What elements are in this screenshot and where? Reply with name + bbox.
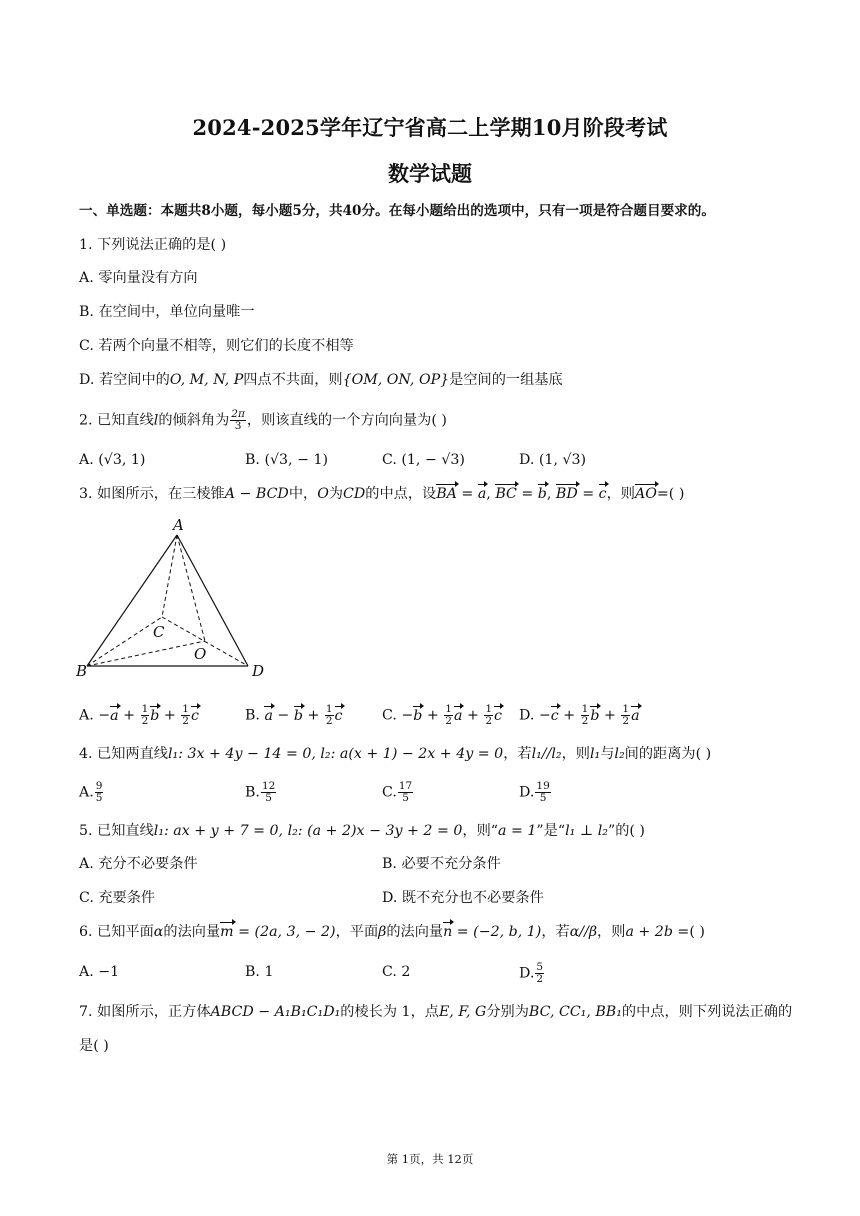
tetrahedron-figure: [76, 516, 272, 682]
q5-stem: [79, 821, 645, 841]
q6-m-value: = (2a, 3, − 2): [233, 924, 336, 940]
q2-stem-post: ，则该直线的一个方向向量为( ): [246, 412, 447, 429]
q5-stem-mid: ，则“: [462, 823, 499, 839]
q4-stem-mid3: 与: [600, 746, 615, 762]
edge-bc: [87, 617, 162, 666]
q3-option-c: C. −b + $\frac{1}{2}$ a + $\frac{1}{2}$ c: [382, 703, 502, 727]
q4-a-num: 9: [95, 780, 103, 792]
label-d: D: [252, 662, 265, 680]
q4-lines: l₁: 3x + 4y − 14 = 0, l₂: a(x + 1) − 2x + 4y = 0: [167, 746, 504, 762]
q3-stem-mid2: 为: [328, 486, 344, 502]
q1-option-c: C. 若两个向量不相等，则它们的长度不相等: [79, 338, 354, 354]
q4-b-label: B.: [245, 784, 260, 801]
q2-option-b: B. (√3, − 1): [245, 452, 329, 468]
q4-stem-post: 间的距离为( ): [624, 746, 712, 762]
q6-stem-pre: 6. 已知平面: [79, 924, 154, 940]
q7-stem-post: 的中点，则下列说法正确的: [621, 1004, 793, 1020]
q1-option-a: A. 零向量没有方向: [79, 270, 198, 286]
q3-point-o: O: [317, 486, 329, 502]
q4-parallel: l₁//l₂: [531, 746, 562, 762]
q2-stem-pre: 2. 已知直线: [79, 412, 154, 429]
q3-stem: 3. 如图所示，在三棱锥A − BCD中，O为CD的中点，设BA = a, BC = b, BD = c，则AO=( ): [79, 486, 685, 502]
q2-option-d: D. (1, √3): [519, 452, 587, 468]
q4-c-label: C.: [382, 784, 397, 801]
q2-angle-fraction: [230, 409, 246, 432]
q4-a-den: 5: [95, 792, 103, 804]
exam-title: 2024-2025学年辽宁省高二上学期10月阶段考试: [192, 115, 668, 140]
q5-stem-mid2: ”是“: [536, 823, 566, 839]
q6-option-c: C. 2: [382, 964, 411, 980]
q1-d-set: {OM, ON, OP}: [342, 372, 450, 388]
q1-d-mid: 四点不共面，则: [243, 372, 343, 388]
q6-vector-n: n: [443, 924, 453, 940]
q6-stem-mid4: ，若: [541, 924, 570, 940]
q4-option-c: [382, 781, 414, 804]
q6-stem-mid5: ，则: [597, 924, 626, 940]
q4-l2: l₂: [614, 746, 625, 762]
section-heading: 一、单选题：本题共8小题，每小题5分，共40分。在每小题给出的选项中，只有一项是符合题目要求的。: [79, 203, 715, 219]
q4-option-a: [79, 781, 104, 804]
label-a: A: [173, 516, 184, 534]
label-c: C: [153, 623, 165, 641]
q6-n-value: = (−2, b, 1): [452, 924, 542, 940]
q4-option-b: [245, 781, 277, 804]
q6-parallel: α//β: [569, 924, 598, 940]
label-o: O: [194, 645, 207, 663]
q4-stem-mid2: ，则: [561, 746, 590, 762]
q3-stem-post: =( ): [656, 486, 685, 502]
q1-d-post: 是空间的一组基底: [449, 372, 563, 388]
q6-d-label: D.: [519, 965, 535, 982]
q3-vector-bc: BC: [495, 486, 517, 502]
q6-vector-m: m: [220, 924, 234, 940]
q4-d-label: D.: [519, 784, 535, 801]
q7-points: E, F, G: [438, 1004, 487, 1020]
q5-stem-post: ”的( ): [607, 823, 645, 839]
exam-subtitle: 数学试题: [388, 161, 472, 186]
q3-option-a: A. −a + $\frac{1}{2}$ b + $\frac{1}{2}$ c: [79, 703, 199, 727]
q4-stem-pre: 4. 已知两直线: [79, 746, 168, 762]
q5-lines: l₁: ax + y + 7 = 0, l₂: (a + 2)x − 3y + 2 = 0: [153, 823, 463, 839]
q6-stem: [79, 922, 705, 942]
q4-d-den: 5: [539, 792, 547, 804]
q4-c-num: 17: [398, 780, 413, 792]
q3-stem-pre: 3. 如图所示，在三棱锥: [79, 486, 225, 502]
q5-option-c: C. 充要条件: [79, 890, 156, 906]
q6-stem-mid3: 的法向量: [386, 924, 444, 940]
q5-option-d: D. 既不充分也不必要条件: [382, 890, 544, 906]
q5-option-b: B. 必要不充分条件: [382, 856, 501, 872]
q6-expr: a + 2b: [625, 924, 673, 940]
q6-stem-post: =( ): [672, 924, 705, 940]
q4-l1: l₁: [589, 746, 601, 762]
q7-segments: BC, CC₁, BB₁: [528, 1004, 622, 1020]
q4-stem-mid: ，若: [503, 746, 532, 762]
q6-stem-mid: 的法向量: [163, 924, 221, 940]
q1-d-pre: D. 若空间中的: [79, 372, 170, 388]
q7-stem-line1: [79, 1002, 792, 1022]
q3-tetrahedron: A − BCD: [224, 486, 289, 502]
q4-c-den: 5: [402, 792, 409, 804]
q6-stem-mid2: ，平面: [335, 924, 379, 940]
q4-d-num: 19: [536, 780, 550, 792]
q4-stem: [79, 744, 711, 764]
q5-cond1: a = 1: [498, 823, 537, 839]
label-b: B: [76, 662, 88, 680]
q2-option-a: A. (√3, 1): [79, 452, 146, 468]
q7-stem-line2: 是( ): [79, 1038, 109, 1054]
q2-stem-mid: 的倾斜角为: [158, 412, 230, 429]
q4-a-label: A.: [79, 784, 94, 801]
q4-b-den: 5: [265, 792, 272, 804]
q3-stem-mid3: 的中点，设: [365, 486, 437, 502]
q6-beta: β: [378, 924, 387, 940]
edge-ac: [162, 535, 177, 617]
q2-angle-num: 2π: [231, 408, 245, 420]
tetrahedron-diagram: [76, 516, 272, 682]
q3-stem-mid1: 中，: [288, 486, 318, 502]
q6-d-num: 5: [536, 961, 544, 973]
q2-stem: [79, 409, 447, 432]
q7-cube: ABCD − A₁B₁C₁D₁: [210, 1004, 341, 1020]
q2-option-c: C. (1, − √3): [382, 452, 465, 468]
q6-option-b: B. 1: [245, 964, 274, 980]
q4-b-num: 12: [261, 780, 276, 792]
q7-stem-mid2: 分别为: [486, 1004, 529, 1020]
q2-line-l: l: [153, 412, 159, 429]
q3-option-d: D. −c + $\frac{1}{2}$ b + $\frac{1}{2}$ a: [519, 703, 640, 727]
q3-b-label: B.: [245, 707, 260, 724]
edge-ab: [87, 535, 177, 666]
q3-vector-bd: BD: [555, 486, 578, 502]
page-footer: 第 1页，共 12页: [386, 1152, 474, 1166]
q3-d-label: D.: [519, 707, 535, 724]
q3-c-label: C.: [382, 707, 397, 724]
q1-option-d: [79, 370, 563, 390]
q6-option-d: [519, 962, 545, 985]
q7-stem-pre: 7. 如图所示，正方体: [79, 1004, 211, 1020]
q5-cond2: l₁ ⊥ l₂: [565, 823, 608, 839]
q5-option-a: A. 充分不必要条件: [79, 856, 198, 872]
q3-a-label: A.: [79, 707, 94, 724]
q3-vector-ao: AO: [635, 486, 657, 502]
q5-stem-pre: 5. 已知直线: [79, 823, 154, 839]
q1-d-points: O, M, N, P: [169, 372, 244, 388]
q2-angle-den: 3: [234, 420, 242, 432]
q1-stem: 1. 下列说法正确的是( ): [79, 237, 227, 253]
q6-option-a: A. −1: [79, 964, 120, 980]
edge-ao: [177, 535, 205, 641]
edge-bo: [87, 641, 205, 666]
q7-stem-mid: 的棱长为 1，点: [340, 1004, 439, 1020]
q3-vector-ba: BA: [436, 486, 457, 502]
q6-alpha: α: [153, 924, 164, 940]
q3-option-b: B. a − b + $\frac{1}{2}$ c: [245, 703, 343, 727]
edge-ad: [177, 535, 248, 666]
q1-option-b: B. 在空间中，单位向量唯一: [79, 304, 255, 320]
q6-d-den: 2: [536, 973, 544, 985]
q3-segment-cd: CD: [343, 486, 366, 502]
q4-option-d: [519, 781, 552, 804]
